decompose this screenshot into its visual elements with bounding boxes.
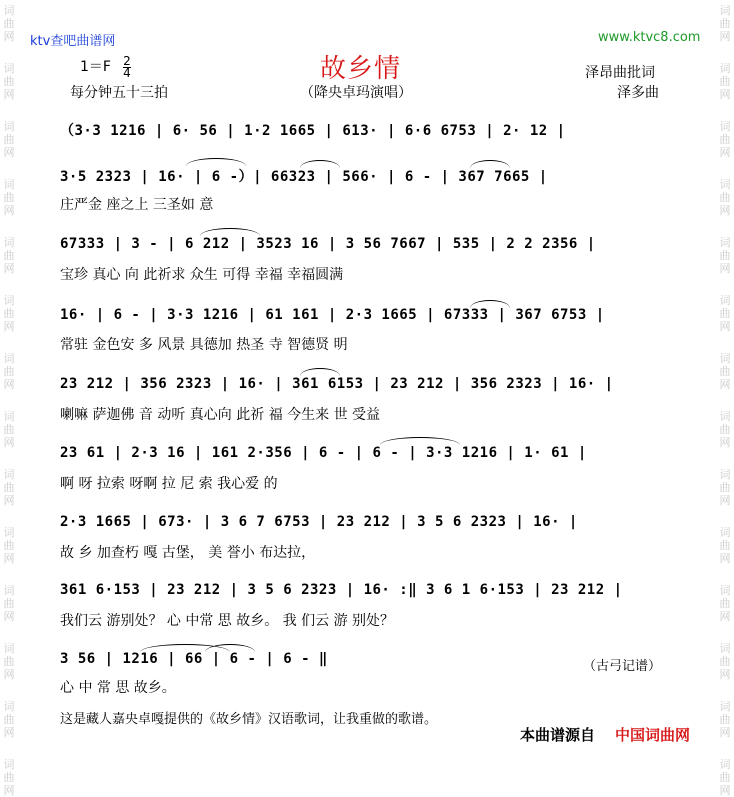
singer-credit: （降央卓玛演唱）: [300, 85, 412, 101]
music-line-6: 23 61 | 2·3 16 | 161 2·356 | 6 - | 6 - | 3·3 1216 | 1· 61 |: [60, 445, 587, 461]
slur: [186, 158, 246, 166]
watermark-glyphs: 词 曲 网: [3, 4, 15, 43]
lyrics-line-4: 常驻 金色安 多 风景 具德加 热圣 寺 智德贤 明: [60, 337, 348, 353]
watermark-glyphs: 词 曲 网: [3, 700, 15, 739]
lyrics-line-9: 心 中 常 思 故乡。: [60, 680, 176, 696]
site-link-right[interactable]: www.ktvc8.com: [598, 30, 701, 45]
slur: [300, 368, 340, 376]
time-signature: [122, 56, 132, 79]
music-line-3: 67333 | 3 - | 6 212 | 3523 16 | 3 56 7667 | 535 | 2 2 2356 |: [60, 236, 596, 252]
watermark-glyphs: 词 曲 网: [3, 410, 15, 449]
watermark-glyphs: 词 曲 网: [3, 758, 15, 797]
music-line-2: 3·5 2323 | 16· | 6 -）| 66323 | 566· | 6 - | 367 7665 |: [60, 169, 548, 185]
music-line-4: 16· | 6 - | 3·3 1216 | 61 161 | 2·3 1665 | 67333 | 367 6753 |: [60, 307, 605, 323]
site-link-left[interactable]: ktv查吧曲谱网: [30, 34, 116, 49]
watermark-glyphs: 词 曲 网: [3, 526, 15, 565]
watermark-glyphs: 词 曲 网: [3, 584, 15, 623]
watermark-glyphs: 词 曲 网: [719, 584, 731, 623]
slur: [470, 300, 510, 308]
composer-credit: 泽多曲: [617, 85, 659, 101]
watermark-glyphs: 词 曲 网: [719, 468, 731, 507]
lyrics-line-2: 庄严金 座之上 三圣如 意: [60, 197, 214, 213]
key-signature: 1＝F: [80, 59, 111, 75]
music-line-9: 3 56 | 1216 | 66 | 6 - | 6 - ‖: [60, 651, 328, 667]
meter-top: 2: [123, 54, 131, 68]
watermark-glyphs: 词 曲 网: [719, 178, 731, 217]
song-title: 故乡情: [320, 54, 402, 84]
watermark-glyphs: 词 曲 网: [719, 352, 731, 391]
meter-bottom: 4: [123, 66, 131, 80]
watermark-glyphs: 词 曲 网: [719, 62, 731, 101]
watermark-glyphs: 词 曲 网: [3, 120, 15, 159]
lyrics-line-6: 啊 呀 拉索 呀啊 拉 尼 索 我心爱 的: [60, 476, 278, 492]
watermark-glyphs: 词 曲 网: [3, 62, 15, 101]
slur: [380, 437, 460, 445]
watermark-glyphs: 词 曲 网: [719, 236, 731, 275]
watermark-glyphs: 词 曲 网: [719, 4, 731, 43]
footer-note: 这是藏人嘉央卓嘎提供的《故乡情》汉语歌词，让我重做的歌谱。: [60, 712, 438, 727]
source-site-link[interactable]: 中国词曲网: [615, 726, 691, 744]
lyrics-line-5: 喇嘛 萨迦佛 音 动听 真心向 此祈 福 今生来 世 受益: [60, 407, 381, 423]
lyrics-line-8: 我们云 游别处？ 心 中常 思 故乡。 我 们云 游 别处？: [60, 613, 395, 629]
watermark-glyphs: 词 曲 网: [3, 352, 15, 391]
watermark-glyphs: 词 曲 网: [719, 700, 731, 739]
watermark-glyphs: 词 曲 网: [719, 758, 731, 797]
watermark-glyphs: 词 曲 网: [719, 526, 731, 565]
watermark-glyphs: 词 曲 网: [3, 294, 15, 333]
watermark-glyphs: 词 曲 网: [3, 468, 15, 507]
lyrics-line-3: 宝珍 真心 向 此祈求 众生 可得 幸福 幸福圆满: [60, 267, 344, 283]
slur: [205, 644, 255, 652]
tempo-marking: 每分钟五十三拍: [70, 85, 168, 101]
watermark-glyphs: 词 曲 网: [3, 178, 15, 217]
slur: [470, 160, 510, 168]
watermark-glyphs: 词 曲 网: [719, 410, 731, 449]
watermark-glyphs: 词 曲 网: [719, 120, 731, 159]
watermark-glyphs: 词 曲 网: [3, 642, 15, 681]
music-line-8: 361 6·153 | 23 212 | 3 5 6 2323 | 16· :‖ 3 6 1 6·153 | 23 212 |: [60, 582, 623, 598]
slur: [200, 228, 260, 236]
music-line-5: 23 212 | 356 2323 | 16· | 361 6153 | 23 212 | 356 2323 | 16· |: [60, 376, 614, 392]
transcriber-note: （古弓记谱）: [583, 659, 662, 674]
lyricist-credit: 泽昂曲批词: [585, 65, 655, 81]
watermark-glyphs: 词 曲 网: [719, 642, 731, 681]
music-line-7: 2·3 1665 | 673· | 3 6 7 6753 | 23 212 | 3 5 6 2323 | 16· |: [60, 514, 578, 530]
lyrics-line-7: 故 乡 加查朽 嘎 古堡， 美 誉小 布达拉，: [60, 545, 316, 561]
source-label: 本曲谱源自: [520, 726, 596, 744]
music-line-1: （3·3 1216 | 6· 56 | 1·2 1665 | 613· | 6·6 6753 | 2· 12 |: [60, 123, 566, 139]
slur: [300, 160, 340, 168]
watermark-glyphs: 词 曲 网: [3, 236, 15, 275]
watermark-glyphs: 词 曲 网: [719, 294, 731, 333]
